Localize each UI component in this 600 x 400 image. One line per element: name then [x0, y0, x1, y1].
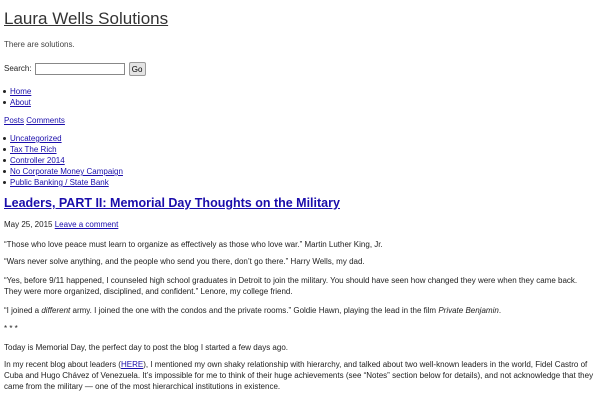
- pages-nav: [0, 86, 31, 108]
- quote-text: “I joined a: [4, 306, 42, 315]
- quote-mlk: “Those who love peace must learn to organize as effectively as those who love war.” Martin Luther King, Jr.: [4, 240, 383, 249]
- site-tagline: There are solutions.: [4, 40, 75, 49]
- category-link[interactable]: No Corporate Money Campaign: [10, 167, 123, 176]
- film-title: Private Benjamin: [438, 306, 499, 315]
- quote-goldie-hawn: [4, 306, 501, 317]
- nav-link-about[interactable]: About: [10, 98, 31, 107]
- post-meta: [4, 220, 118, 231]
- here-link[interactable]: HERE: [120, 360, 144, 369]
- category-item: [0, 133, 123, 144]
- leave-comment-link[interactable]: Leave a comment: [54, 220, 119, 229]
- search-label: Search:: [4, 63, 32, 73]
- post-title-link[interactable]: Leaders, PART II: Memorial Day Thoughts on the Military: [4, 196, 340, 210]
- feed-links: [4, 116, 65, 127]
- paragraph-leaders: [4, 360, 596, 392]
- nav-item-about: [0, 97, 31, 108]
- quote-harry-wells: “Wars never solve anything, and the people who send you there, don’t go there.” Harry Wells, my dad.: [4, 257, 365, 266]
- category-item: [0, 166, 123, 177]
- category-item: [0, 177, 123, 188]
- nav-item-home: [0, 86, 31, 97]
- comments-feed-link[interactable]: Comments: [26, 116, 65, 125]
- nav-link-home[interactable]: Home: [10, 87, 32, 96]
- emphasis-different: different: [41, 306, 71, 315]
- site-title[interactable]: Laura Wells Solutions: [4, 9, 169, 28]
- section-separator: * * *: [4, 324, 18, 333]
- quote-text: army. I joined the one with the condos and the private rooms.” Goldie Hawn, playing the lead in the film: [70, 306, 439, 315]
- category-list: [0, 133, 123, 188]
- post-title: [4, 195, 340, 212]
- category-link[interactable]: Controller 2014: [10, 156, 65, 165]
- search-input[interactable]: [35, 63, 125, 75]
- search-go-button[interactable]: Go: [129, 62, 146, 76]
- category-link[interactable]: Tax The Rich: [10, 145, 57, 154]
- category-link[interactable]: Uncategorized: [10, 134, 62, 143]
- posts-feed-link[interactable]: Posts: [4, 116, 25, 125]
- paragraph-memorial-day: Today is Memorial Day, the perfect day to post the blog I started a few days ago.: [4, 343, 288, 352]
- category-link[interactable]: Public Banking / State Bank: [10, 178, 109, 187]
- post-date: May 25, 2015: [4, 220, 53, 229]
- quote-lenore: “Yes, before 9/11 happened, I counseled high school graduates in Detroit to join the military. You should have seen how changed they were when they came back. They were more organized, disciplined, and confident.” Lenore, my college friend.: [4, 276, 578, 296]
- search-form: [4, 62, 146, 76]
- category-item: [0, 144, 123, 155]
- category-item: [0, 155, 123, 166]
- quote-text: .: [498, 306, 502, 315]
- paragraph-text: ), I mentioned my own shaky relationship with hierarchy, and talked about two well-known leaders in the world, Fidel Castro of Cuba and Hugo Chávez of Venezuela. It’s impossible for me to think of their huge achievements (see “Notes” section below for details), and not acknowledge that they came from the military — one of the most hierarchical institutions in existence.: [4, 360, 594, 391]
- paragraph-text: In my recent blog about leaders (: [4, 360, 121, 369]
